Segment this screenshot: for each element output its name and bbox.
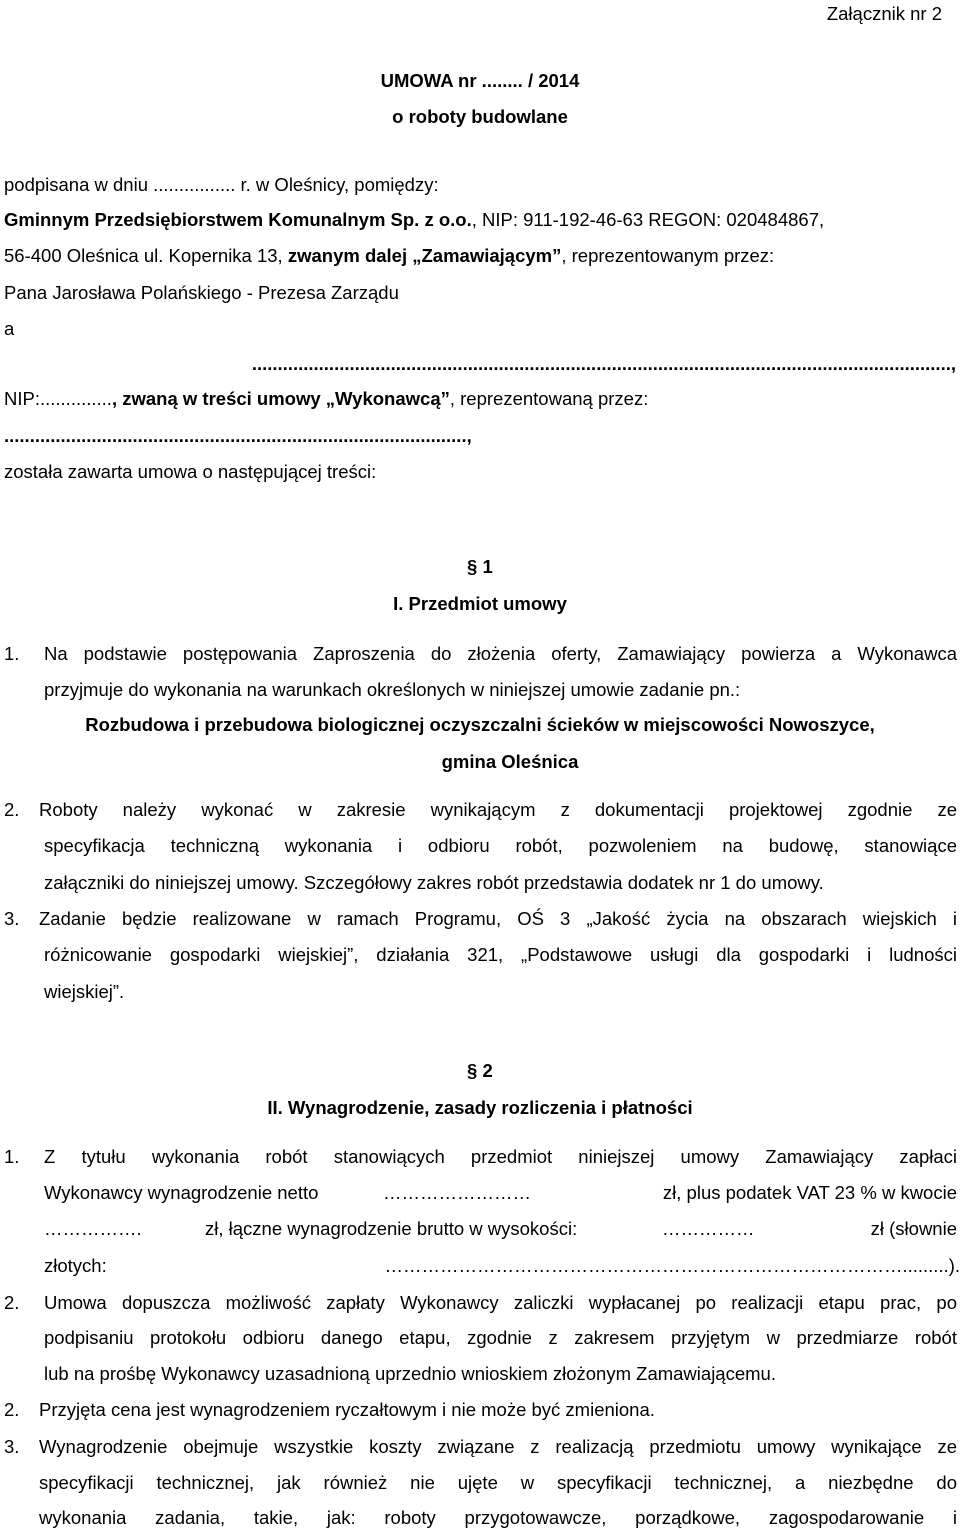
intro-line-7 bbox=[4, 388, 648, 410]
section-heading-2: II. Wynagrodzenie, zasady rozliczenia i płatności bbox=[267, 1097, 693, 1118]
s2-p2-number: 2. bbox=[4, 1292, 20, 1313]
conjunction-a: a bbox=[4, 318, 15, 339]
s1-p2-line-2: specyfikacja techniczną wykonania i odbioru robót, pozwoleniem na budowę, stanowiące bbox=[44, 835, 957, 856]
s1-p1-number: 1. bbox=[4, 643, 20, 664]
section-mark-1: § 1 bbox=[467, 556, 493, 577]
attachment-label: Załącznik nr 2 bbox=[826, 3, 942, 24]
s2-p4-line-1: Wynagrodzenie obejmuje wszystkie koszty związane z realizacją przedmiotu umowy wynikające ze bbox=[39, 1436, 957, 1457]
intro-line-3 bbox=[4, 245, 774, 267]
s1-p3-number: 3. bbox=[4, 908, 20, 929]
net-amount-blank: …………………… bbox=[383, 1182, 531, 1203]
party2-alias: , zwaną w treści umowy „Wykonawcą” bbox=[111, 388, 450, 409]
s2-p2-line-2: podpisaniu protokołu odbioru danego etapu, zgodnie z zakresem przyjętym w przedmiarze robót bbox=[44, 1327, 957, 1348]
intro-closing: została zawarta umowa o następującej treści: bbox=[4, 461, 377, 482]
s2-p2-line-1: Umowa dopuszcza możliwość zapłaty Wykonawcy zaliczki wypłacanej po realizacji etapu prac, po bbox=[44, 1292, 957, 1313]
s2-p4-line-3: wykonania zadania, takie, jak: roboty przygotowawcze, porządkowe, zagospodarowanie i bbox=[39, 1507, 957, 1528]
party2-rep-intro: , reprezentowaną przez: bbox=[449, 388, 649, 409]
s1-p1-line-1: Na podstawie postępowania Zaproszenia do złożenia oferty, Zamawiający powierza a Wykonawca bbox=[44, 643, 957, 664]
gross-amount-blank: …………… bbox=[662, 1218, 755, 1239]
s1-p3-line-3: wiejskiej”. bbox=[44, 981, 125, 1002]
s2-p2-line-3: lub na prośbę Wykonawcy uzasadnioną uprzednio wnioskiem złożonym Zamawiającemu. bbox=[44, 1363, 776, 1384]
party1-address: 56-400 Oleśnica ul. Kopernika 13, bbox=[4, 245, 288, 266]
party1-alias: zwanym dalej „Zamawiającym” bbox=[287, 245, 562, 266]
s2-p1-number: 1. bbox=[4, 1146, 20, 1167]
s1-p2-number: 2. bbox=[4, 799, 20, 820]
party1-rep-intro: , reprezentowanym przez: bbox=[561, 245, 775, 266]
section-heading-1: I. Przedmiot umowy bbox=[393, 593, 567, 614]
s2-p1-line-2c: zł, plus podatek VAT 23 % w kwocie bbox=[662, 1182, 957, 1203]
party2-representative-blank: .........................................................................................., bbox=[4, 425, 472, 446]
s2-p4-number: 3. bbox=[4, 1436, 20, 1457]
s2-p1-line-3b: zł, łączne wynagrodzenie brutto w wysokości: bbox=[205, 1218, 578, 1239]
intro-line-1: podpisana w dniu ................ r. w Oleśnicy, pomiędzy: bbox=[4, 174, 439, 195]
party1-name: Gminnym Przedsiębiorstwem Komunalnym Sp. z o.o. bbox=[4, 209, 472, 230]
s2-p1-line-4a: złotych: bbox=[44, 1255, 107, 1276]
s1-p3-line-1: Zadanie będzie realizowane w ramach Programu, OŚ 3 „Jakość życia na obszarach wiejskich i bbox=[39, 908, 957, 929]
s1-p2-line-1: Roboty należy wykonać w zakresie wynikającym z dokumentacji projektowej zgodnie ze bbox=[39, 799, 957, 820]
s2-p1-line-3d: zł (słownie bbox=[870, 1218, 957, 1239]
s2-p4-line-2: specyfikacji technicznej, jak również nie ujęte w specyfikacji technicznej, a niezbędne do bbox=[39, 1472, 957, 1493]
section-number-1: 1 bbox=[482, 556, 493, 577]
s1-p1-line-2: przyjmuje do wykonania na warunkach określonych w niniejszej umowie zadanie pn.: bbox=[44, 679, 741, 700]
task-title-line-1: Rozbudowa i przebudowa biologicznej oczyszczalni ścieków w miejscowości Nowoszyce, bbox=[85, 714, 875, 735]
s2-p3-number: 2. bbox=[4, 1399, 20, 1420]
task-title-line-2: gmina Oleśnica bbox=[441, 751, 579, 772]
s1-p2-line-3: załączniki do niniejszej umowy. Szczegółowy zakres robót przedstawia dodatek nr 1 do umowy. bbox=[44, 872, 824, 893]
s1-p3-line-2: różnicowanie gospodarki wiejskiej”, działania 321, „Podstawowe usługi dla gospodarki i ludności bbox=[44, 944, 957, 965]
party1-ids: , NIP: 911-192-46-63 REGON: 020484867, bbox=[471, 209, 825, 230]
vat-amount-blank: ……………. bbox=[44, 1218, 142, 1239]
party2-nip-blank: .............. bbox=[39, 388, 112, 409]
section-mark-2: § 2 bbox=[467, 1060, 493, 1081]
section-number-2: 2 bbox=[482, 1060, 493, 1081]
s2-p3-line-1: Przyjęta cena jest wynagrodzeniem ryczałtowym i nie może być zmieniona. bbox=[39, 1399, 655, 1420]
s2-p1-line-1: Z tytułu wykonania robót stanowiących przedmiot niniejszej umowy Zamawiający zapłaci bbox=[44, 1146, 957, 1167]
party2-nip-label: NIP: bbox=[4, 388, 40, 409]
s2-p1-line-2a: Wykonawcy wynagrodzenie netto bbox=[44, 1182, 319, 1203]
party2-name-blank: ........................................................................................................................................, bbox=[251, 353, 956, 374]
words-amount-blank: ………………………………………………………………………….........). bbox=[384, 1255, 960, 1276]
intro-line-2 bbox=[4, 209, 824, 231]
party1-representative: Pana Jarosława Polańskiego - Prezesa Zarządu bbox=[4, 282, 399, 303]
contract-title: UMOWA nr ........ / 2014 bbox=[380, 70, 580, 91]
contract-subtitle: o roboty budowlane bbox=[392, 106, 568, 127]
